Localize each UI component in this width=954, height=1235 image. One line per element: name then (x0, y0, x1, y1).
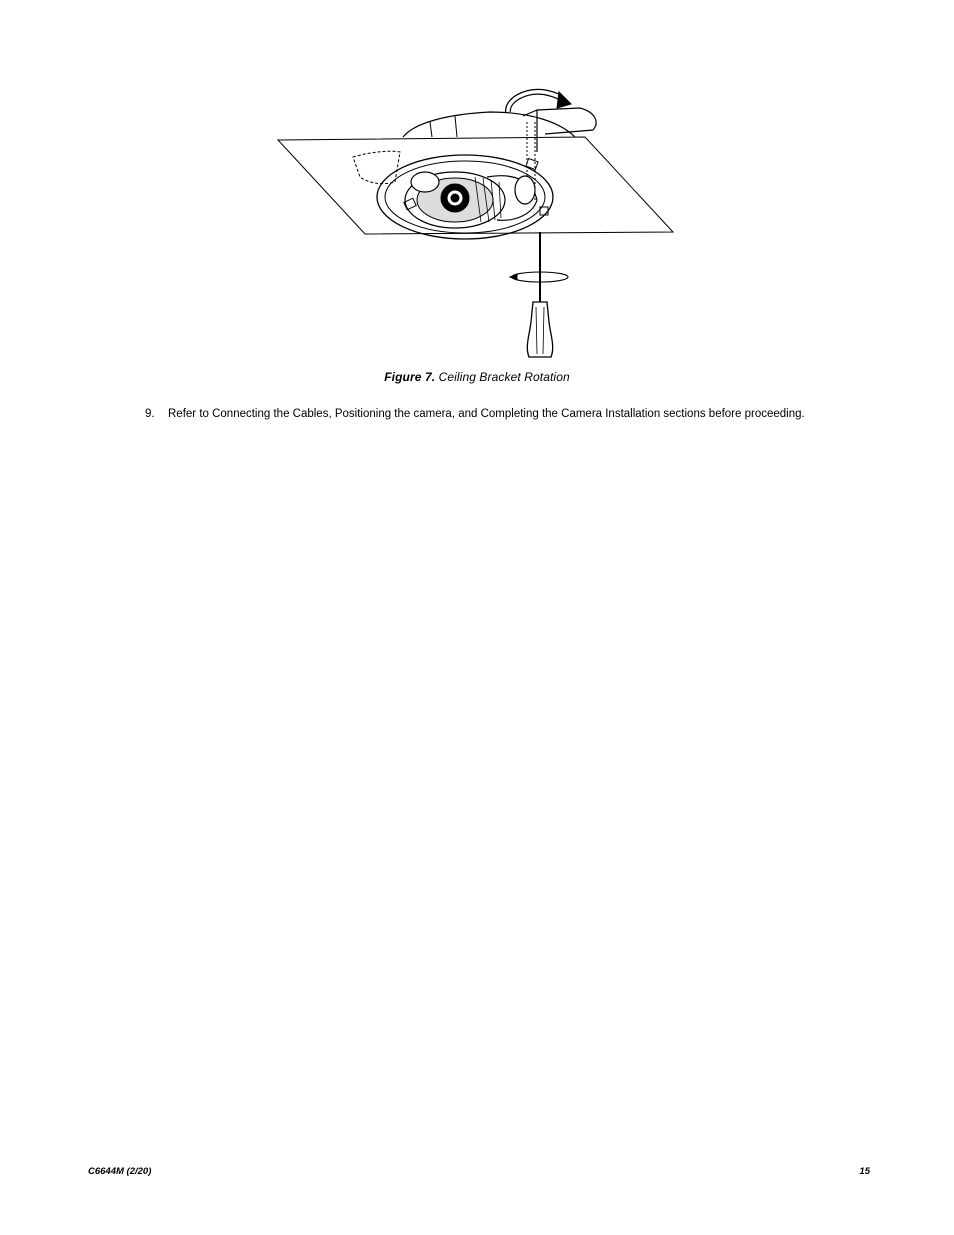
figure-title: Ceiling Bracket Rotation (438, 370, 570, 384)
figure-caption (0, 370, 954, 384)
step-text: Refer to Connecting the Cables, Positioning the camera, and Completing the Camera Installation sections before proceeding. (168, 408, 805, 420)
ceiling-bracket-rotation-illustration (275, 82, 677, 364)
figure-label: Figure 7. (384, 370, 436, 384)
page-number: 15 (859, 1166, 870, 1177)
step-number: 9. (145, 408, 155, 420)
document-code: C6644M (2/20) (88, 1166, 152, 1177)
instruction-step (145, 408, 865, 420)
